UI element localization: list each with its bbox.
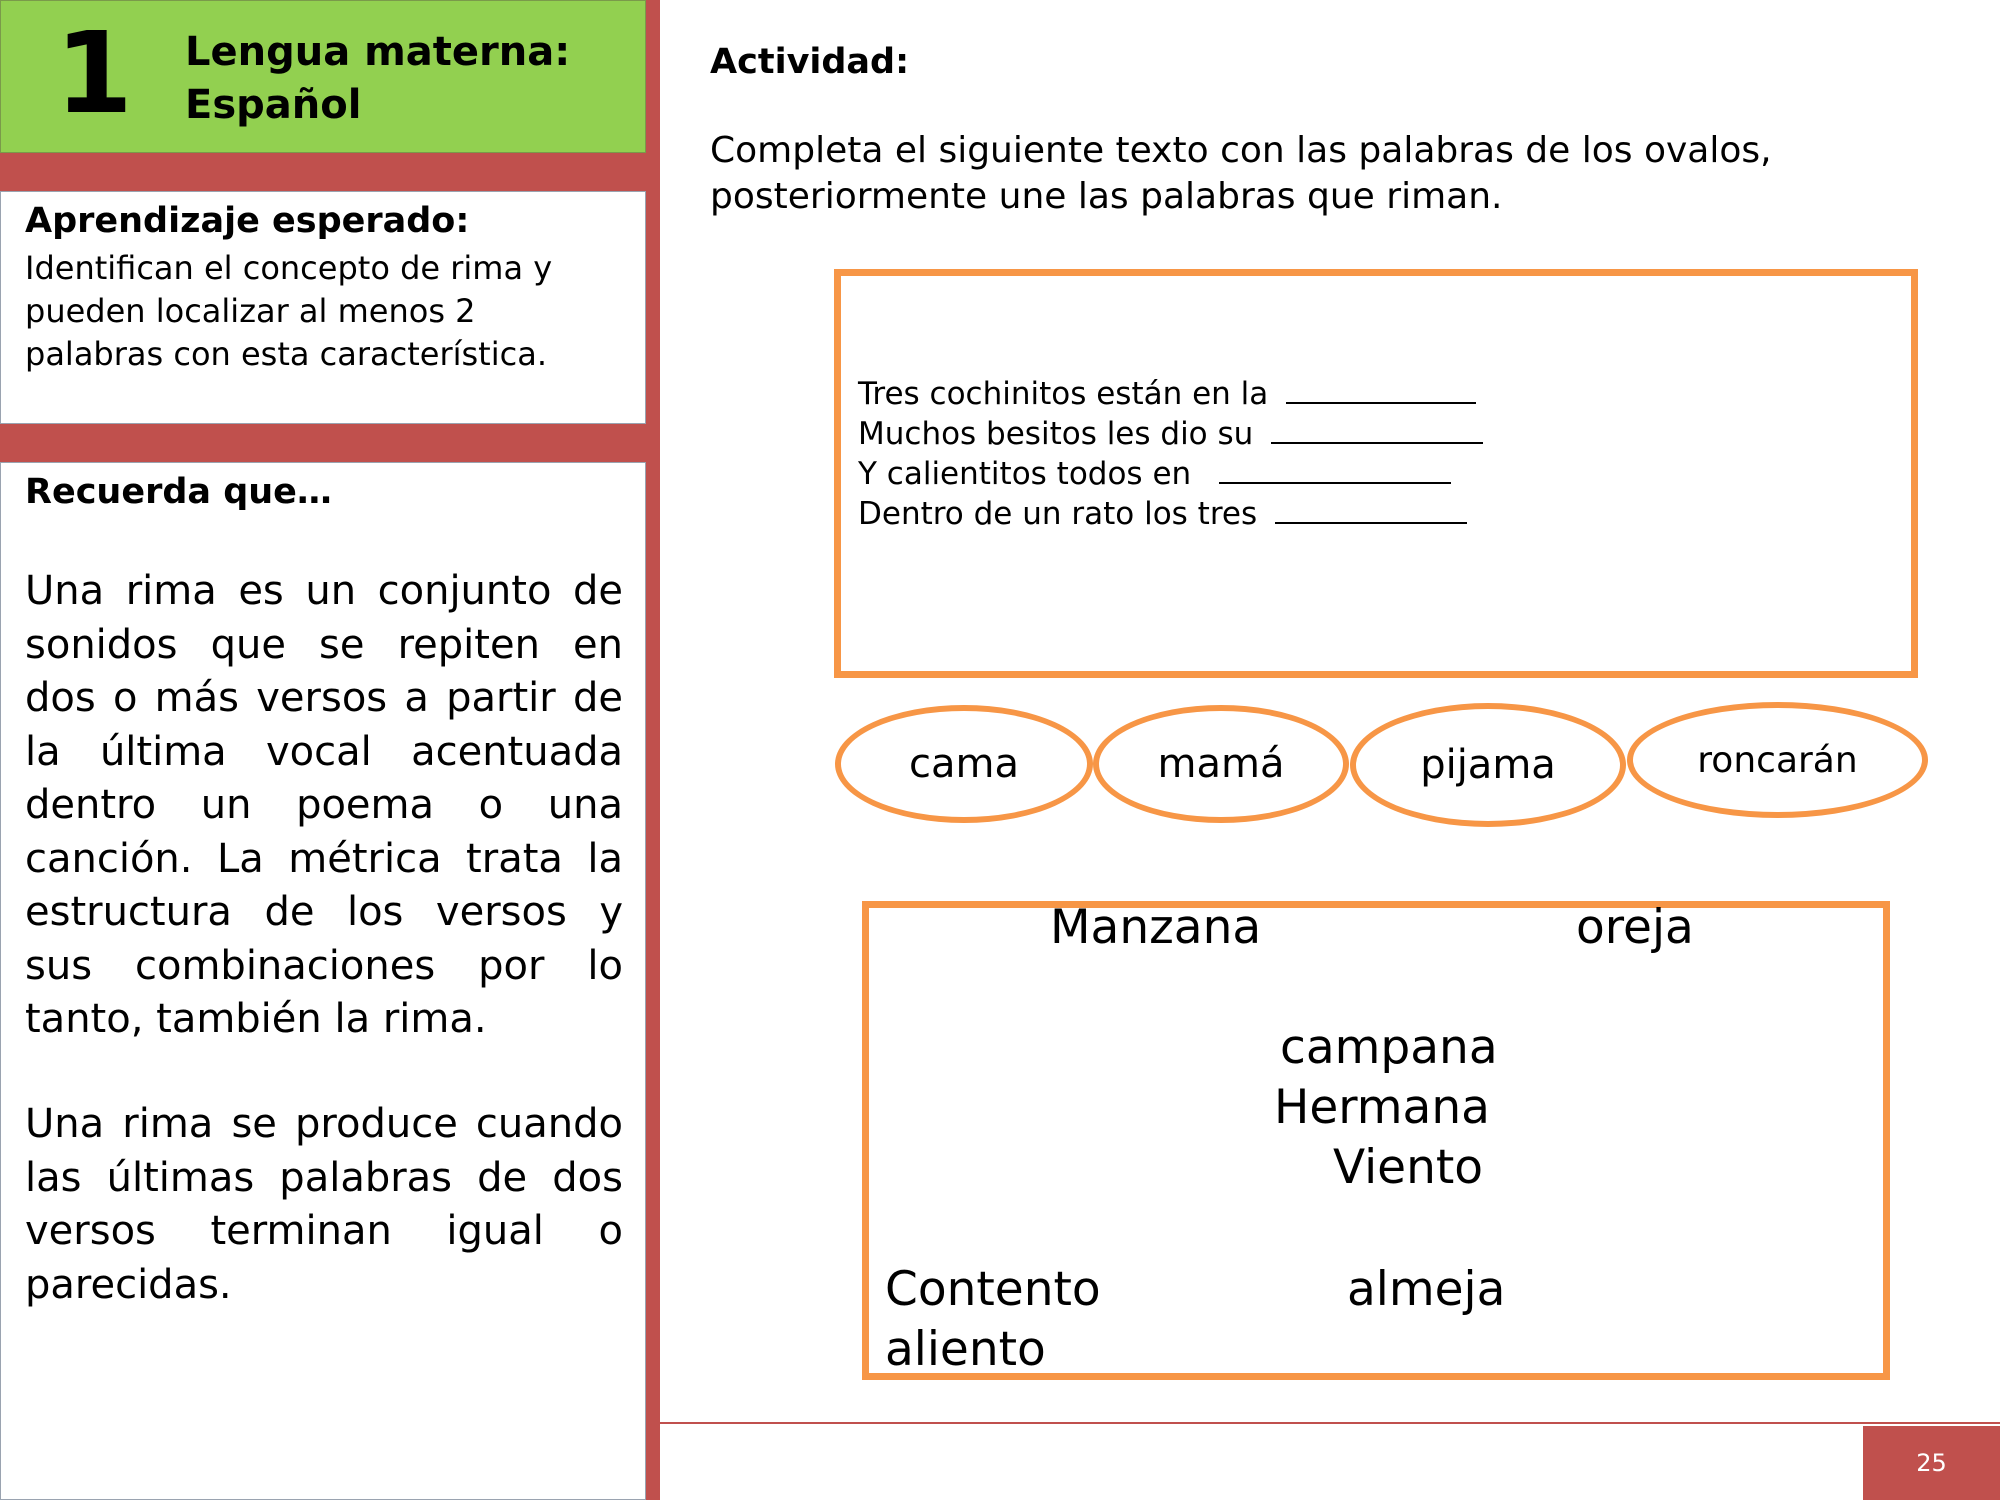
poem-line-2 (858, 414, 1483, 454)
instruction-line-1: Completa el siguiente texto con las palabras de los ovalos, (710, 130, 1772, 171)
oval-word-roncaran[interactable]: roncarán (1627, 702, 1928, 818)
poem-line-3 (858, 454, 1451, 494)
activity-heading: Actividad: (710, 42, 910, 82)
rhyme-word-viento[interactable]: Viento (1333, 1140, 1484, 1195)
answer-blank[interactable] (1219, 460, 1451, 484)
aprendizaje-line: Identifican el concepto de rima y (25, 249, 553, 287)
oval-word-cama[interactable]: cama (835, 705, 1093, 823)
aprendizaje-line: palabras con esta característica. (25, 335, 547, 373)
rhyme-word-contento[interactable]: Contento (885, 1262, 1101, 1317)
poem-text: Y calientitos todos en (858, 456, 1192, 492)
recuerda-paragraph-1: Una rima es un conjunto de sonidos que se repiten en dos o más versos a partir de la última vocal acentuada dentro un poema o una canción. La métrica trata la estructura de los versos y sus combinaciones por lo tanto, también la rima. (25, 568, 623, 1042)
recuerda-heading: Recuerda que… (25, 472, 332, 512)
aprendizaje-heading: Aprendizaje esperado: (25, 201, 470, 241)
activity-instruction (710, 128, 1772, 220)
rhyme-word-hermana[interactable]: Hermana (1274, 1080, 1490, 1135)
oval-word-mama[interactable]: mamá (1093, 705, 1349, 823)
unit-number: 1 (55, 9, 133, 139)
poem-line-1 (858, 374, 1476, 414)
answer-blank[interactable] (1286, 380, 1476, 404)
poem-text: Tres cochinitos están en la (858, 376, 1269, 412)
rhyme-word-aliento[interactable]: aliento (885, 1322, 1046, 1377)
page-number: 25 (1863, 1426, 2000, 1500)
oval-word-pijama[interactable]: pijama (1350, 703, 1626, 827)
rhyme-word-oreja[interactable]: oreja (1576, 900, 1694, 955)
aprendizaje-line: pueden localizar al menos 2 (25, 292, 476, 330)
poem-text: Muchos besitos les dio su (858, 416, 1254, 452)
answer-blank[interactable] (1271, 420, 1483, 444)
answer-blank[interactable] (1275, 500, 1467, 524)
subject-line-1: Lengua materna: (185, 29, 571, 75)
rhyme-word-campana[interactable]: campana (1280, 1020, 1498, 1075)
subject-title (185, 26, 570, 132)
rhyme-word-almeja[interactable]: almeja (1347, 1262, 1506, 1317)
right-divider-bar (646, 0, 660, 1500)
aprendizaje-text (25, 247, 552, 376)
poem-line-4 (858, 494, 1467, 534)
poem-text: Dentro de un rato los tres (858, 496, 1258, 532)
recuerda-paragraph-2: Una rima se produce cuando las últimas palabras de dos versos terminan igual o parecidas. (25, 1101, 623, 1308)
subject-line-2: Español (185, 82, 362, 128)
instruction-line-2: posteriormente une las palabras que riman. (710, 176, 1503, 217)
rhyme-word-manzana[interactable]: Manzana (1050, 900, 1262, 955)
